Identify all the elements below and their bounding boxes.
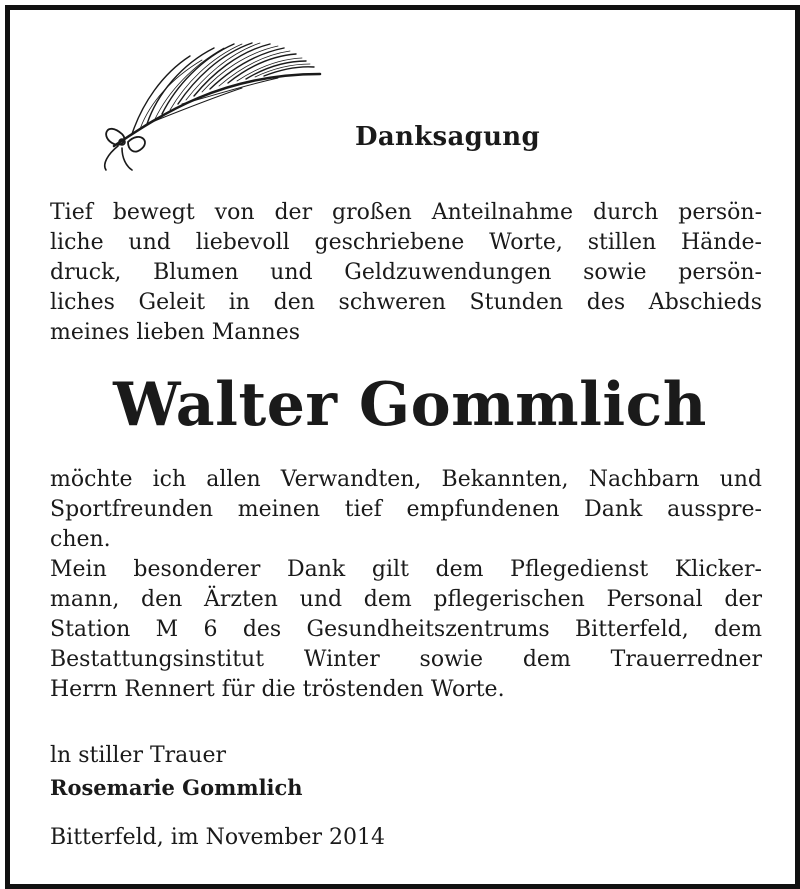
intro-line: druck, Blumen und Geldzuwendungen sowie persön- (50, 260, 762, 285)
signer-name: Rosemarie Gommlich (50, 775, 303, 800)
obituary-thanks-notice (5, 5, 800, 889)
mourning-text: ln stiller Trauer (50, 743, 226, 768)
intro-line: meines lieben Mannes (50, 320, 301, 345)
thanks-paragraph (50, 465, 762, 705)
thanks-line: Station M 6 des Gesundheitszentrums Bitterfeld, dem (50, 617, 762, 642)
notice-heading: Danksagung (355, 122, 540, 152)
intro-line: Tief bewegt von der großen Anteilnahme durch persön- (50, 200, 762, 225)
thanks-line: Sportfreunden meinen tief empfundenen Dank ausspre- (50, 497, 762, 522)
thanks-line: Herrn Rennert für die tröstenden Worte. (50, 677, 505, 702)
feather-with-bow-icon (92, 34, 327, 174)
thanks-line: mann, den Ärzten und dem pflegerischen Personal der (50, 587, 762, 612)
deceased-name: Walter Gommlich (113, 370, 707, 440)
thanks-line: Bestattungsinstitut Winter sowie dem Trauerredner (50, 647, 762, 672)
thanks-line: möchte ich allen Verwandten, Bekannten, Nachbarn und (50, 467, 762, 492)
place-date: Bitterfeld, im November 2014 (50, 825, 385, 850)
thanks-line: Mein besonderer Dank gilt dem Pflegedienst Klicker- (50, 557, 762, 582)
thanks-line: chen. (50, 527, 111, 552)
intro-paragraph (50, 198, 762, 348)
signoff (50, 740, 303, 804)
intro-line: liche und liebevoll geschriebene Worte, stillen Hände- (50, 230, 762, 255)
intro-line: liches Geleit in den schweren Stunden des Abschieds (50, 290, 762, 315)
